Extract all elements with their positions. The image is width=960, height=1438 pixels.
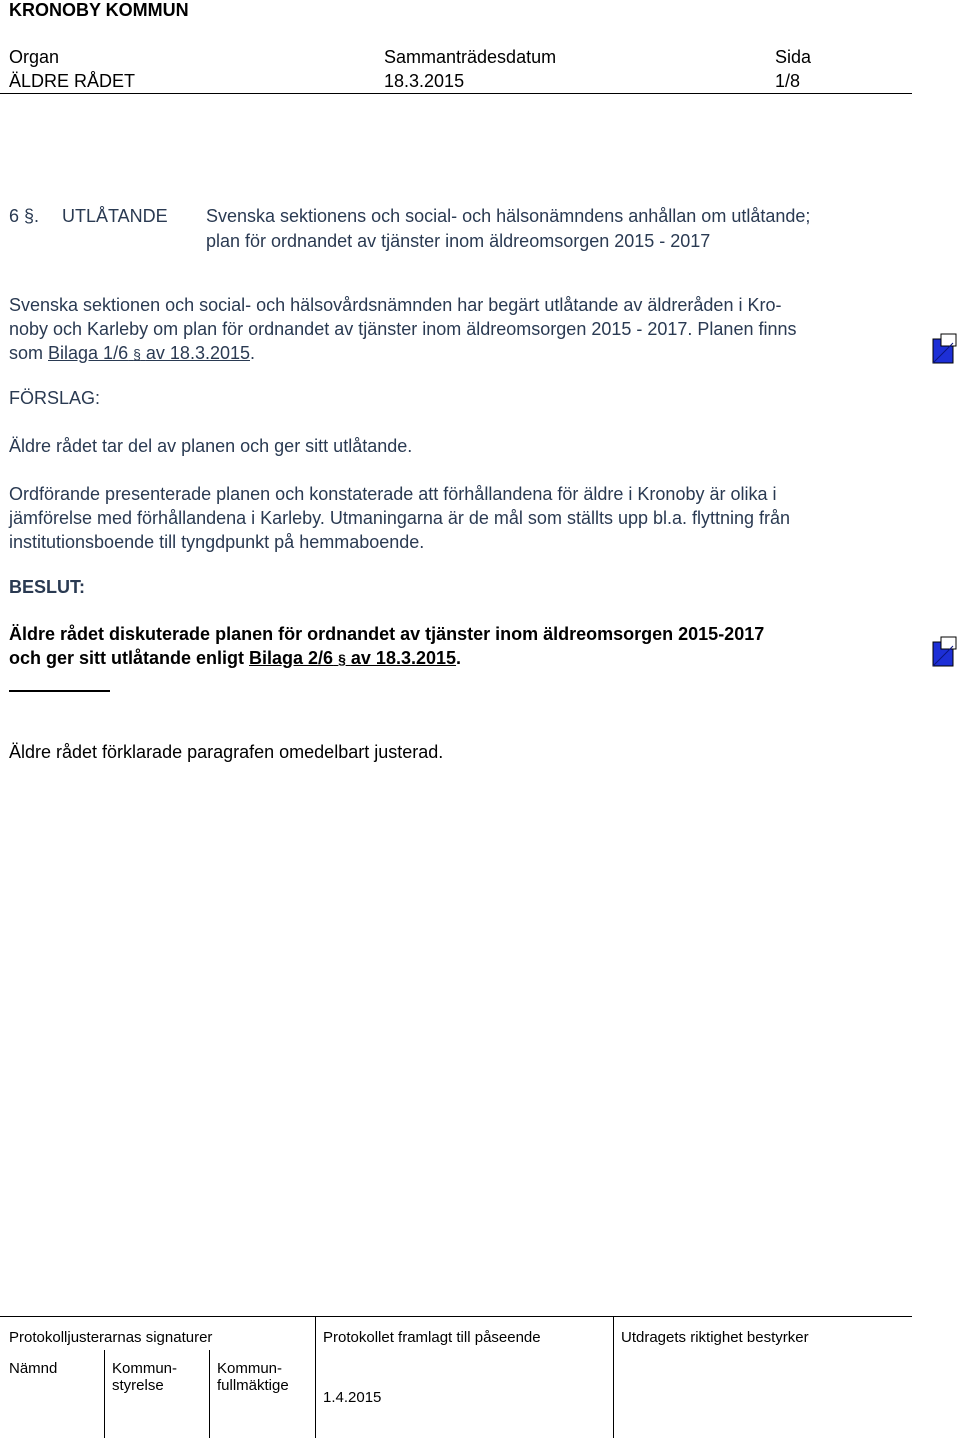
separator-line xyxy=(9,690,110,692)
organization-name: KRONOBY KOMMUN xyxy=(9,0,189,20)
presented-label: Protokollet framlagt till påseende xyxy=(323,1329,541,1346)
decision-line: och ger sitt utlåtande enligt Bilaga 2/6 § av 18.3.2015. xyxy=(9,648,462,668)
intro-line: som Bilaga 1/6 § av 18.3.2015. xyxy=(9,343,256,363)
proposal-text: Äldre rådet tar del av planen och ger sitt utlåtande. xyxy=(9,436,413,456)
header-rule xyxy=(0,93,912,94)
decision-paragraph xyxy=(9,622,905,671)
item-number: 6 §. xyxy=(9,206,40,226)
attachment-link-2[interactable]: Bilaga 2/6 § av 18.3.2015 xyxy=(249,648,457,668)
footer-divider xyxy=(613,1316,614,1438)
verified-label: Utdragets riktighet bestyrker xyxy=(621,1329,809,1346)
municipal-council-label: Kommun- fullmäktige xyxy=(217,1360,289,1394)
decision-heading: BESLUT: xyxy=(9,577,85,597)
item-title-line1: Svenska sektionens och social- och hälsonämndens anhållan om utlåtande; xyxy=(206,206,811,226)
footer-divider xyxy=(104,1350,105,1438)
discussion-line: Ordförande presenterade planen och konstaterade att förhållandena för äldre i Kronoby är olika i xyxy=(9,484,777,504)
attachment-icon[interactable] xyxy=(932,636,958,668)
organ-value: ÄLDRE RÅDET xyxy=(9,71,136,91)
committee-signature-label: Nämnd xyxy=(9,1360,58,1377)
meeting-date-label: Sammanträdesdatum xyxy=(384,47,557,67)
final-note: Äldre rådet förklarade paragrafen omedelbart justerad. xyxy=(9,742,444,762)
footer-divider xyxy=(315,1316,316,1438)
meeting-date-value: 18.3.2015 xyxy=(384,71,465,91)
page-label: Sida xyxy=(775,47,812,67)
discussion-line: institutionsboende till tyngdpunkt på hemmaboende. xyxy=(9,532,425,552)
discussion-line: jämförelse med förhållandena i Karleby. Utmaningarna är de mål som ställts upp bl.a. flyttning från xyxy=(9,508,791,528)
intro-line: Svenska sektionen och social- och hälsovårdsnämnden har begärt utlåtande av äldreråden i Kro- xyxy=(9,295,782,315)
intro-line: noby och Karleby om plan för ordnandet av tjänster inom äldreomsorgen 2015 - 2017. Planen finns xyxy=(9,319,797,339)
footer-divider xyxy=(209,1350,210,1438)
intro-paragraph xyxy=(9,293,905,366)
item-title-line2: plan för ordnandet av tjänster inom äldreomsorgen 2015 - 2017 xyxy=(206,231,711,251)
item-label: UTLÅTANDE xyxy=(62,206,168,226)
decision-line: Äldre rådet diskuterade planen för ordnandet av tjänster inom äldreomsorgen 2015-2017 xyxy=(9,624,765,644)
attachment-link-1[interactable]: Bilaga 1/6 § av 18.3.2015 xyxy=(48,343,250,363)
signatures-label: Protokolljusterarnas signaturer xyxy=(9,1329,213,1346)
proposal-heading: FÖRSLAG: xyxy=(9,388,101,408)
page-number: 1/8 xyxy=(775,71,801,91)
attachment-icon[interactable] xyxy=(932,333,958,365)
municipal-board-label: Kommun- styrelse xyxy=(112,1360,178,1394)
discussion-paragraph xyxy=(9,482,905,554)
footer-rule xyxy=(0,1316,912,1317)
presented-date: 1.4.2015 xyxy=(323,1389,382,1406)
organ-label: Organ xyxy=(9,47,60,67)
